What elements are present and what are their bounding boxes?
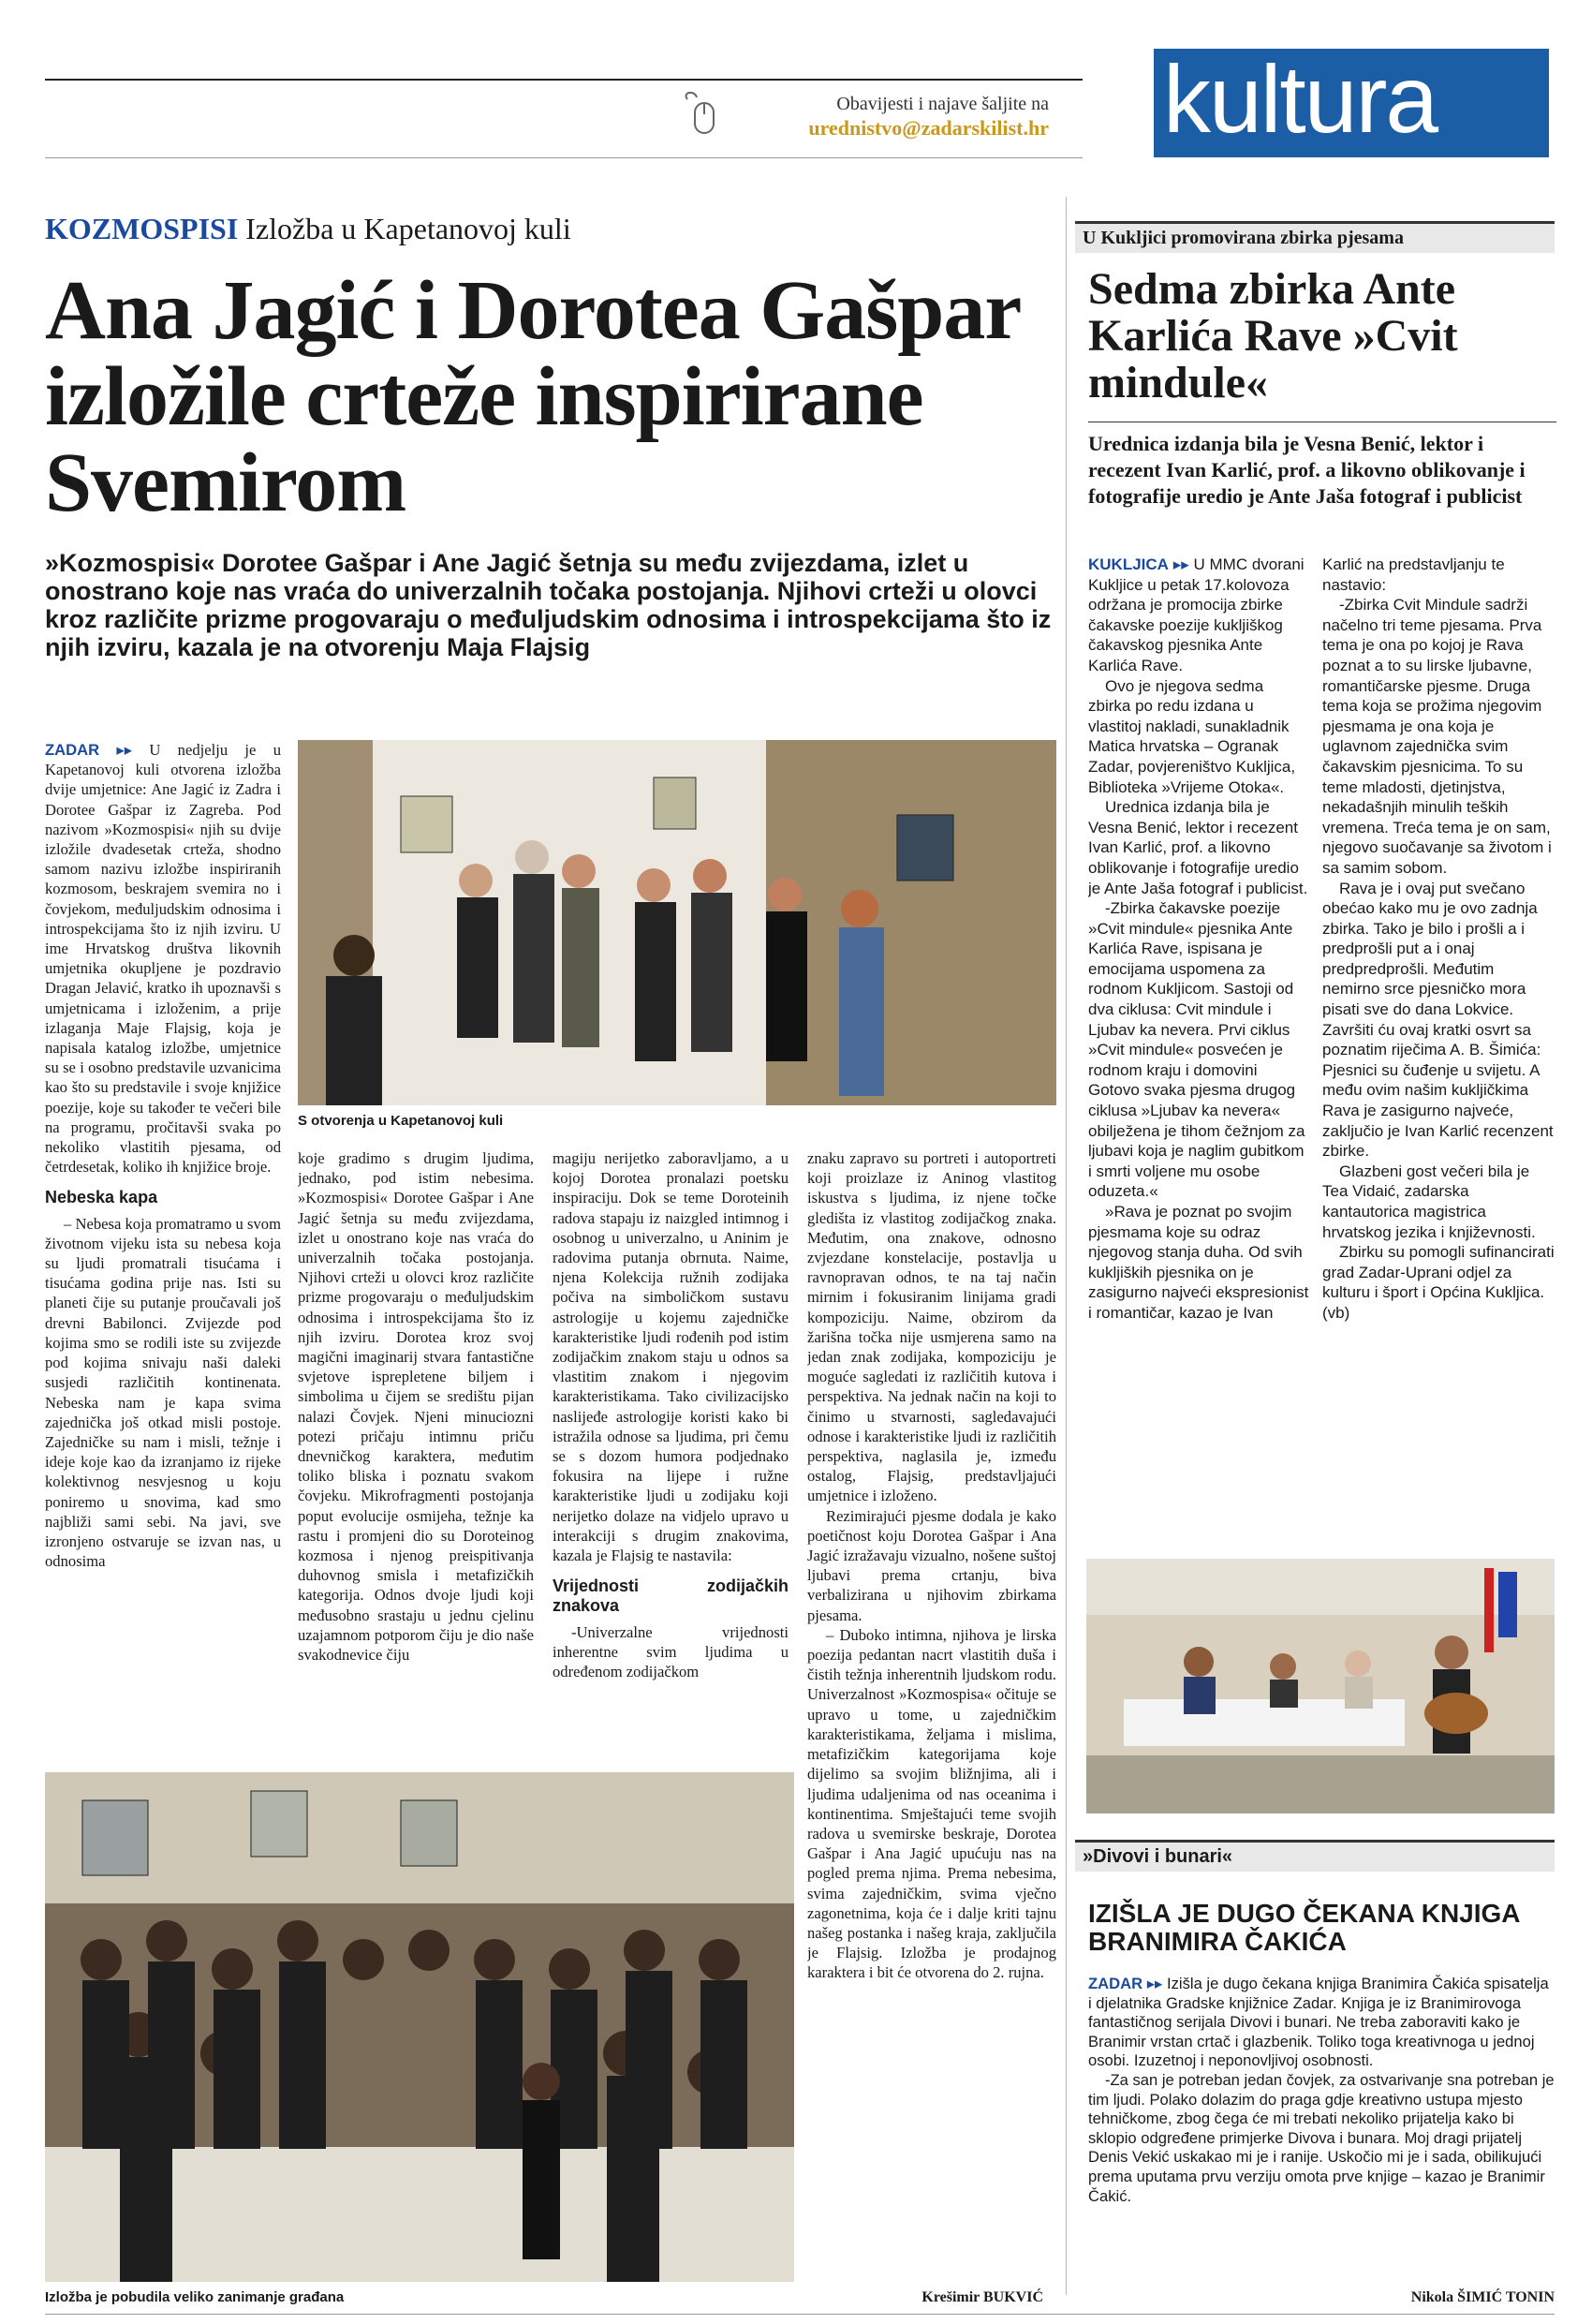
dateline: ZADAR xyxy=(45,741,100,759)
section-banner xyxy=(1154,49,1549,157)
side1-colB3: Rava je i ovaj put svečano obećao kako mu je ovo zadnja zbirka. Tako je bilo i prošli a i predprošli put a i onaj predpredprošli. Međutim nemirno srce pjesničko mora pisati sve do dana Lokvice. Završiti ću ovaj kratki osvrt sa poznatim riječima A. B. Šimića: Pjesnici su čuđenje u svijetu. A među ovim našim kukljičkima Rava je zasigurno najveće, zaključio je Ivan Karlić recenzent zbirke. xyxy=(1322,879,1554,1161)
headline: Ana Jagić i Dorotea Gašpar izložile crteže inspirirane Svemirom xyxy=(45,264,1020,529)
side1-colB2: -Zbirka Cvit Mindule sadrži načelno tri teme pjesama. Prva tema je ona po kojoj je Rava poznat a to su lirske ljubavne, romantičarske pjesme. Druga tema koja se prožima njegovim pjesmama je ona koja je uglavnom zajednička svim čakavskim pjesnicima. To su teme mladosti, djetinjstva, nekadašnjih minulih teških vremena. Treća tema je on sam, njegovo suočavanje sa životom i sa samim sobom. xyxy=(1322,596,1552,877)
side1-colB: Karlić na predstavljanju te nastavio: xyxy=(1322,555,1505,594)
side2-p1: Izišla je dugo čekana knjiga Branimira Čakića spisatelja i djelatnika Gradske knjižnice Zadar. Knjiga je iz Branimirovoga fantastičnog serijala Divovi i bunari. Ne treba zaboraviti kako je Branimir vrstan crtač i glazbenik. Toliko toga kreativnoga u jednoj osobi. Izuzetnoj i neponovljivoj osobnosti. xyxy=(1088,1975,1549,2070)
section-title: kultura xyxy=(1163,49,1437,153)
column-4 xyxy=(807,1148,1056,2302)
side1-colA2: Ovo je njegova sedma zbirka po redu izdana u vlastitoj nakladi, sunakladnik Matica hrvatska – Ogranak Zadar, povjereništvo Kukljica, Biblioteka »Vrijeme Otoka«. xyxy=(1088,676,1296,796)
col4-text3: – Duboko intimna, njihova je lirska poezija pedantan nacrt vlastitih duša i čistih težnja inherentnih ljudskom rodu. Univerzalnost »Kozmospisa« očituje se upravo u tome, u zajedničkim karakteristikama, željama i mislima, metafizičkim kategorijama koje dijelimo sa svojim bližnjima, ali i ljudima udaljenima od nas oceanima i kontinentima. Smještajući teme svojih radova u svemirske beskraje, Dorotea Gašpar i Ana Jagić upućuju nas na pogled prema njima. Prema nebesima, svima zajedničkim, svima vječno zagonetnima, koja će i dalje kriti tajnu našeg postanka i našeg kraja, zaključila je Flajsig. Izložba je prodajnog karaktera i bit će otvorena do 2. rujna. xyxy=(807,1625,1056,1982)
lead: »Kozmospisi« Dorotee Gašpar i Ane Jagić šetnja su među zvijezdama, izlet u onostrano koje nas vraća do univerzalnih točaka postojanja. Njihovi crteži u olovci kroz različite prizme progovaraju o međuljudskim odnosima i introspekcijama što iz njih izviru, kazala je na otvorenju Maja Flajsig xyxy=(45,549,1052,661)
photo-promotion xyxy=(1086,1559,1555,1813)
side1-title: Sedma zbirka Ante Karlića Rave »Cvit mindule« xyxy=(1088,264,1458,407)
column-2 xyxy=(298,1148,534,1759)
notice-text: Obavijesti i najave šaljite na xyxy=(836,94,1049,114)
col3-text: magiju nerijetko zaboravljamo, a u kojoj Dorotea pronalazi poetsku inspiraciju. Dok se teme Doroteinih radova stapaju iz naizgled intimnog i osobnog u univerzalno, u Aninim je radovima putanja obrnuta. Naime, njena Kolekcija ružnih zodijaka počiva na simboličkom sustavu astrologije u kojemu zajedničke karakteristike ljudi rođenih pod istim zodijačkim znakom staju u odnos sa vlastitim znakom i njegovim karakteristikama. Tako civilizacijsko naslijeđe astrologije koristi kako bi istražila odnose sa ljudima, pri čemu se s dozom humora podjednako fokusira na lijepe i ružne karakteristike ljudi u zodijaku koji nerijetko dolaze na vidjelo upravo u interakciji s drugim znakovima, kazala je Flajsig te nastavila: xyxy=(553,1149,789,1565)
email-link[interactable]: urednistvo@zadarskilist.hr xyxy=(808,116,1049,140)
footer-rule xyxy=(45,2314,1555,2315)
col1-p1: U nedjelju je u Kapetanovoj kuli otvorena izložba dvije umjetnice: Ane Jagić iz Zadra i Dorotee Gašpar iz Zagreba. Pod nazivom »Kozmospisi« njih su dvije izložile dvadesetak crteža, shodno samom nazivu izložbe inspiriranih kozmosom, beskrajem svemira no i čovjekom, međuljudskim odnosima i introspekcijama što iz njih izviru. U ime Hrvatskog društva likovnih umjetnika okupljene je pozdravio Dragan Jelavić, kratko ih upoznavši s umjetnicama i izloženim, a prije izlaganja Maje Flajsig, koja je napisala katalog izložbe, umjetnice su se i osobno predstavile uzvanicima kao što su predstavile i svoje knjižice poezije, koje su također te večeri bile na programu, pročitavši svaka po nekoliko vlastitih pjesama, od četrdesetak, koliko ih knjižice broje. xyxy=(45,741,281,1177)
side2-kicker: »Divovi i bunari« xyxy=(1083,1846,1233,1867)
side2-kicker-bar xyxy=(1075,1840,1555,1872)
side1-col-b xyxy=(1322,555,1555,1549)
side1-kicker: U Kukljici promovirana zbirka pjesama xyxy=(1083,228,1404,248)
col4-text: znaku zapravo su portreti i autoportreti koji proizlaze iz Aninog vlastitog iskustva s ljudima, iz njene točke gledišta iz vlastitog zodijačkog znaka. Međutim, ona znakove, odnosno zvjezdane konstelacije, postavlja u ravnopravan odnos, te na taj način mirnim i fokusiranim linijama gradi kompoziciju. Naime, obzirom da žarišna točka nije usmjerena samo na jedan znak zodijaka, kompoziciju je moguće sagledati iz različitih kutova i perspektiva. Na jednak način na koji to činimo u stvarnosti, sagledavajući odnose i karakteristike ljudi iz različitih perspektiva, naglasila je, između ostalog, Flajsig, predstavljajući umjetnice i izloženo. xyxy=(807,1149,1056,1505)
main-author: Krešimir BUKVIĆ xyxy=(921,2289,1043,2305)
side2-body: ZADAR ▸▸ Izišla je dugo čekana knjiga Branimira Čakića spisatelja i djelatnika Gradske knjižnice Zadar. Knjiga je iz Branimirovoga fantastičnog serijala Divovi i bunari. Ne treba zaboraviti kako je Branimir vrstan crtač i glazbenik. Toliko toga kreativnoga u jednoj osobi. Izuzetnoj i neponovljivoj osobnosti. -Za san je potreban jedan čovjek, za ostvarivanje sna potreban je tim ljudi. Polako dolazim do praga gdje kreativno ustupa mjesto tehničkome, zbog čega će mi trebati nekoliko prijatelja kako bi sklopio odgređene primjerke Divova i bunara. Moj dragi prijatelj Denis Vekić uskakao mi je i ranije. Uskočio mi je i sada, obilikujući prema uputama prvu verziju omota prve knjige – kazao je Branimir Čakić. xyxy=(1088,1975,1555,2205)
side1-kicker-bar xyxy=(1075,221,1555,253)
col3-text2: -Univerzalne vrijednosti inherentne svim ljudima u određenom zodijačkom xyxy=(553,1622,789,1681)
side1-colA3: Urednica izdanja bila je Vesna Benić, lektor i recezent Ivan Karlić, prof. a likovno oblikovanje i fotografije uredio je Ante Jaša fotograf i publicist. xyxy=(1088,798,1308,897)
side1-colA: U MMC dvorani Kukljice u petak 17.kolovoza održana je promocija zbirke čakavske poezije kukljiškog čakavskog pjesnika Ante Karlića Rave. xyxy=(1088,555,1305,674)
column-3 xyxy=(553,1148,789,1759)
side1-col-a: KUKLJICA ▸▸ U MMC dvorani Kukljice u petak 17.kolovoza održana je promocija zbirke čakavske poezije kukljiškog čakavskog pjesnika Ante Karlića Rave. Ovo je njegova sedma zbirka po redu izdana u vlastitoj nakladi, sunakladnik Matica hrvatska – Ogranak Zadar, povjereništvo Kukljica, Biblioteka »Vrijeme Otoka«. Urednica izdanja bila je Vesna Benić, lektor i recezent Ivan Karlić, prof. a likovno oblikovanje i fotografije uredio je Ante Jaša fotograf i publicist. -Zbirka čakavske poezije »Cvit mindule« pjesnika Ante Karlića Rave, ispisana je emocijama uspomena za rodnom Kukljicom. Sastoji od dva ciklusa: Cvit mindule i Ljubav ka nevera. Prvi ciklus »Cvit mindule« posvećen je rodnom kraju i domovini Gotovo svaka pjesma drugog ciklusa »Ljubav ka nevera« obilježena je tihom čežnjom za ljubavi koja je naglim gubitkom i smrti voljene mu osobe oduzeta.« »Rava je poznat po svojim pjesmama koje su odraz njegovog stanja duha. Od svih kukljiških pjesnika on je zasigurno najveći ekspresionist i romantičar, kazao je Ivan xyxy=(1088,555,1309,1322)
side1-colA5: »Rava je poznat po svojim pjesmama koje su odraz njegovog stanja duha. Od svih kukljiških pjesnika on je zasigurno najveći ekspresionist i romantičar, kazao je Ivan xyxy=(1088,1203,1309,1322)
subhead-vrijednosti: Vrijednosti zodijačkih znakova xyxy=(553,1576,789,1616)
photo-opening xyxy=(298,740,1056,1105)
photo-opening-caption: S otvorenja u Kapetanovoj kuli xyxy=(298,1113,504,1129)
column-1: ZADAR ▸▸ U nedjelju je u Kapetanovoj kuli otvorena izložba dvije umjetnice: Ane Jagić iz Zadra i Dorotee Gašpar iz Zagreba. Pod nazivom »Kozmospisi« njih su dvije izložile dvadesetak crteža, shodno samom nazivu izložbe inspiriranih kozmosom, beskrajem svemira no i čovjekom, međuljudskim odnosima i introspekcijama što iz njih izviru. U ime Hrvatskog društva likovnih umjetnika okupljene je pozdravio Dragan Jelavić, kratko ih upoznavši s umjetnicama i izloženim, a prije izlaganja Maje Flajsig, koja je napisala katalog izložbe, umjetnice su se i osobno predstavile uzvanicima kao što su predstavile i svoje knjižice poezije, koje su također te večeri bile na programu, pročitavši svaka po nekoliko vlastitih pjesama, od četrdesetak, koliko ih knjižice broje. Nebeska kapa – Nebesa koja promatramo u svom životnom vijeku ista su nebesa koja su ljudi promatrali tisućama i tisućama godina prije nas. Isti su planeti čije su putanje proučavali još drevni Babilonci. Zvijezde pod kojima smo se rodili iste su zvijezde pod kojima snivaju naši daleki susjedi različitih kontinenata. Nebeska nam je kapa svima zajednička još otkad misli postoje. Zajedničke su nam i misli, težnje i ideje koje kao da izranjamo iz rijeke kolektivnog nesvjesnog u koju poniremo u snovima, kad smo najbliži sami sebi. Na javi, sve izronjeno ostvaruje se izvan nas, u odnosima xyxy=(45,741,281,1571)
side1-colB5: Zbirku su pomogli sufinancirati grad Zadar-Uprani odjel za kulturu i šport i Općina Kukljica.(vb) xyxy=(1322,1243,1555,1322)
photo-crowd-caption: Izložba je pobudila veliko zanimanje građana xyxy=(45,2289,345,2305)
kicker-text: Izložba u Kapetanovoj kuli xyxy=(245,212,571,245)
side1-lead: Urednica izdanja bila je Vesna Benić, lektor i recezent Ivan Karlić, prof. a likovno oblikovanje i fotografije uredio je Ante Jaša fotograf i publicist xyxy=(1088,432,1526,508)
photo-crowd xyxy=(45,1772,794,2282)
side2-p2: -Za san je potreban jedan čovjek, za ostvarivanje sna potreban je tim ljudi. Polako dolazim do praga gdje kreativno ustupa mjesto tehničkome, zbog čega će mi trebati nekoliko prijatelja kako bi sklopio odgređene primjerke Divova i bunara. Moj dragi prijatelj Denis Vekić uskakao mi je i ranije. Uskočio mi je i sada, obilikujući prema uputama prvu verziju omota prve knjige – kazao je Branimir Čakić. xyxy=(1088,2070,1555,2205)
side1-dateline: KUKLJICA xyxy=(1088,555,1169,573)
col2-text: koje gradimo s drugim ljudima, jednako, pod istim nebesima. »Kozmospisi« Dorotee Gašpar i Ane Jagić šetnja su među zvijezdama, izlet u onostrano koje nas vraća do univerzalnih točaka postojanja. Njihovi crteži u olovci kroz različite prizme progovaraju o međuljudskim odnosima i introspekcijama što iz njih izviru. Dorotea kroz svoj magični imaginarij stvara fantastične svjetove isprepletene biljem i simbolima u čijem se središtu pijan nalazi Čovjek. Njeni minuciozni potezi pričaju intimnu priču dnevničkog karaktera, međutim toliko bliska i poznatu svakom čovjeku. Mikrofragmenti postojanja poput evolucije osmijeha, težnje ka rastu i promjeni dio su Doroteinog kozmosa i njenog preispitivanja duhovnog smisla i metafizičkih kategorija. Odnos dvoje ljudi koji međusobno srastaju u jednu cjelinu uzajamnom potporom čiju je dio naše svakodnevice čiju xyxy=(298,1149,534,1665)
col4-text2: Rezimirajući pjesme dodala je kako poetičnost koju Dorotea Gašpar i Ana Jagić izražavaju vizualno, nošene suštoj ljubavi prema crtanju, biva verbalizirana u njihovim zbirkama pjesama. xyxy=(807,1506,1056,1624)
side2-title: IZIŠLA JE DUGO ČEKANA KNJIGA BRANIMIRA ČAKIĆA xyxy=(1088,1899,1520,1956)
side1-colA4: -Zbirka čakavske poezije »Cvit mindule« pjesnika Ante Karlića Rave, ispisana je emocijama uspomena za rodnom Kukljicom. Sastoji od dva ciklusa: Cvit mindule i Ljubav ka nevera. Prvi ciklus »Cvit mindule« posvećen je rodnom kraju i domovini Gotovo svaka pjesma drugog ciklusa »Ljubav ka nevera« obilježena je tihom čežnjom za ljubavi koja je naglim gubitkom i smrti voljene mu osobe oduzeta.« xyxy=(1088,899,1305,1201)
side2-author: Nikola ŠIMIĆ TONIN xyxy=(1410,2289,1555,2305)
main-kicker xyxy=(45,212,571,246)
side1-colB4: Glazbeni gost večeri bila je Tea Vidaić, zadarska kantautorica magistrica hrvatskog jezika i književnosti. xyxy=(1322,1162,1536,1241)
kicker-tag: KOZMOSPISI xyxy=(45,212,239,245)
col1-p2: – Nebesa koja promatramo u svom životnom vijeku ista su nebesa koja su ljudi promatrali tisućama i tisućama godina prije nas. Isti su planeti čije su putanje proučavali još drevni Babilonci. Zvijezde pod kojima smo se rodili iste su zvijezde pod kojima snivaju naši daleki susjedi različitih kontinenata. Nebeska nam je kapa svima zajednička još otkad misli postoje. Zajedničke su nam i misli, težnje i ideje koje kao da izranjamo iz rijeke kolektivnog nesvjesnog u koju poniremo u snovima, kad smo najbliži sami sebi. Na javi, sve izronjeno ostvaruje se izvan nas, u odnosima xyxy=(45,1214,281,1571)
subhead-nebeska: Nebeska kapa xyxy=(45,1188,158,1207)
header-rule xyxy=(45,79,1083,81)
column-divider xyxy=(1066,197,1067,2295)
header-rule-bottom xyxy=(45,157,1083,158)
side2-dateline: ZADAR xyxy=(1088,1975,1143,1992)
